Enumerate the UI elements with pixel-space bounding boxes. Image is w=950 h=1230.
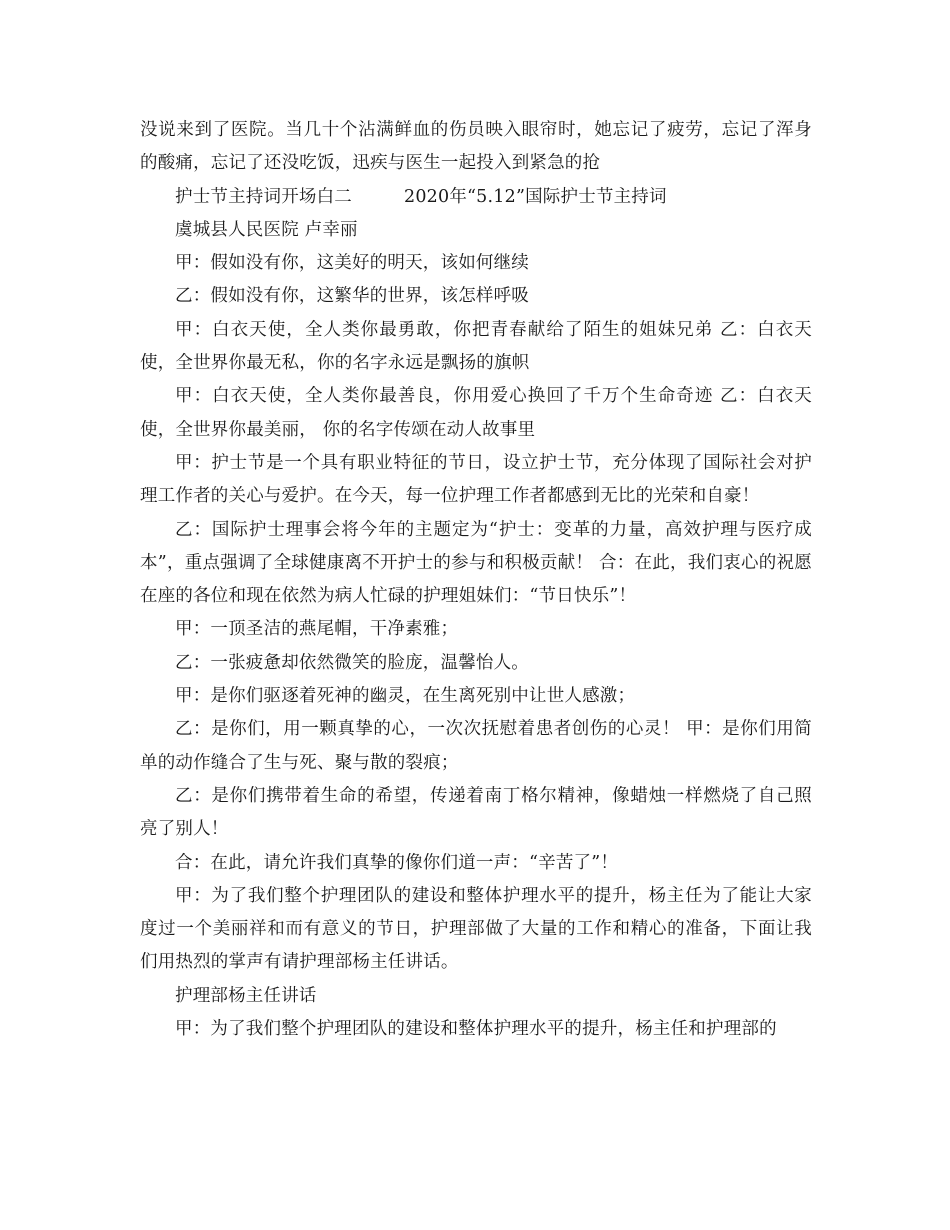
paragraph-continued: 没说来到了医院。当几十个沾满鲜血的伤员映入眼帘时，她忘记了疲劳，忘记了浑身的酸痛，忘记了还没吃饭，迅疾与医生一起投入到紧急的抢 (140, 120, 812, 174)
paragraph: 甲：一顶圣洁的燕尾帽，干净素雅； (175, 619, 459, 640)
document-body (140, 114, 812, 1046)
paragraph: 甲：假如没有你，这美好的明天，该如何继续 (175, 253, 529, 274)
paragraph: 甲：是你们驱逐着死神的幽灵，在生离死别中让世人感激； (175, 686, 636, 707)
document-title: 2020年“5.12”国际护士节主持词 (404, 186, 667, 207)
paragraph: 乙：国际护士理事会将今年的主题定为“护士：变革的力量，高效护理与医疗成本”，重点强调了全球健康离不开护士的参与和积极贡献！ 合：在此，我们衷心的祝愿在座的各位和现在依然为病人忙碌的护理姐妹们：“节日快乐”！ (140, 519, 812, 607)
paragraph: 乙：是你们携带着生命的希望，传递着南丁格尔精神，像蜡烛一样燃烧了自己照亮了别人！ (140, 785, 812, 840)
paragraph: 乙：一张疲惫却依然微笑的脸庞，温馨怡人。 (175, 652, 529, 673)
paragraph: 甲：护士节是一个具有职业特征的节日，设立护士节，充分体现了国际社会对护理工作者的关心与爱护。在今天，每一位护理工作者都感到无比的光荣和自豪！ (140, 452, 812, 507)
paragraph: 乙：是你们，用一颗真挚的心，一次次抚慰着患者创伤的心灵！ 甲：是你们用简单的动作缝合了生与死、聚与散的裂痕； (140, 719, 812, 773)
paragraph: 甲：白衣天使，全人类你最勇敢，你把青春献给了陌生的姐妹兄弟 乙：白衣天使，全世界你最无私，你的名字永远是飘扬的旗帜 (140, 319, 812, 374)
paragraph: 合：在此，请允许我们真挚的像你们道一声：“辛苦了”！ (175, 852, 619, 873)
paragraph: 甲：为了我们整个护理团队的建设和整体护理水平的提升，杨主任为了能让大家度过一个美丽祥和而有意义的节日，护理部做了大量的工作和精心的准备，下面让我们用热烈的掌声有请护理部杨主任讲话。 (140, 885, 812, 973)
section-title: 护士节主持词开场白二 (175, 186, 352, 207)
section-title-line (140, 181, 812, 214)
paragraph: 甲：白衣天使，全人类你最善良，你用爱心换回了千万个生命奇迹 乙：白衣天使，全世界你最美丽， 你的名字传颂在动人故事里 (140, 386, 812, 440)
paragraph: 护理部杨主任讲话 (175, 985, 317, 1006)
paragraph: 乙：假如没有你，这繁华的世界，该怎样呼吸 (175, 286, 529, 307)
author-line: 虞城县人民医院 卢幸丽 (175, 219, 358, 240)
paragraph: 甲：为了我们整个护理团队的建设和整体护理水平的提升，杨主任和护理部的 (175, 1019, 777, 1040)
